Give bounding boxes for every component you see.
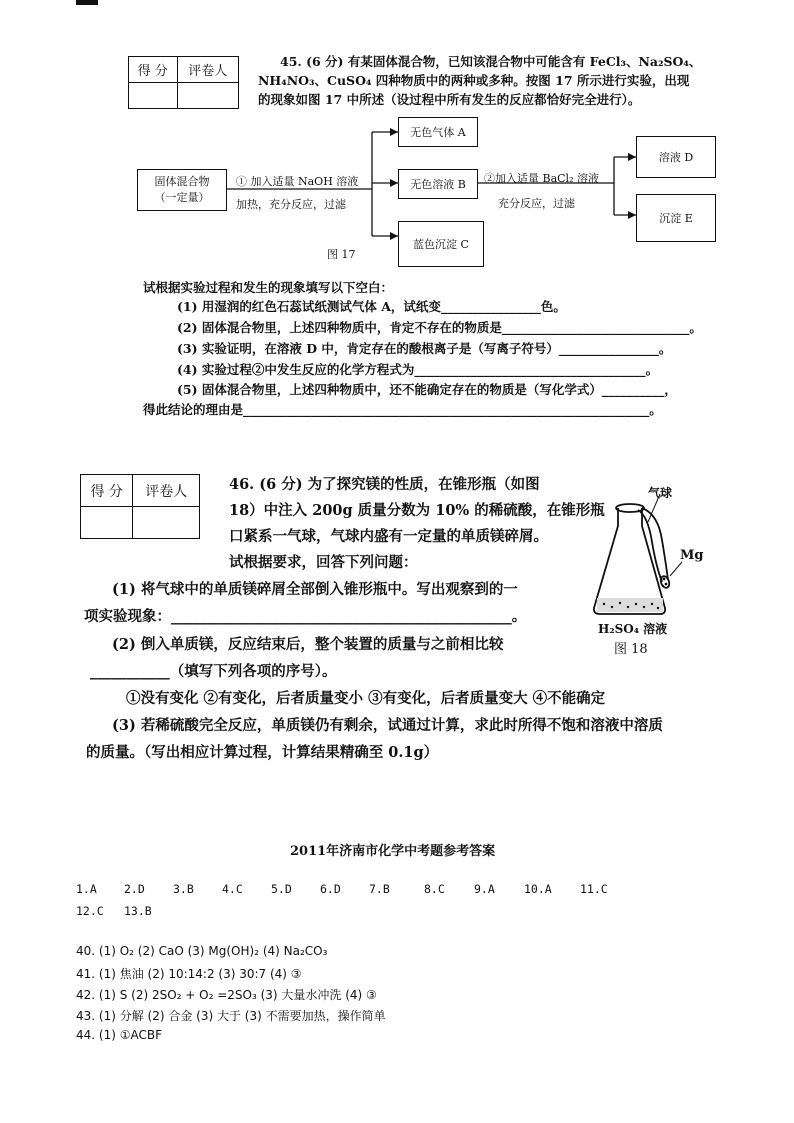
q45-intro-2: NH₄NO₃、CuSO₄ 四种物质中的两种或多种。按图 17 所示进行实验，出现: [258, 73, 690, 88]
score-header-score: 得 分: [81, 475, 133, 507]
answer-41: 41. (1) 焦油 (2) 10:14:2 (3) 30:7 (4) ③: [76, 967, 302, 981]
score-table-46: [80, 474, 200, 539]
mc-answer: 4.C: [222, 882, 243, 896]
mc-answer: 11.C: [580, 882, 608, 896]
mc-answer: 2.D: [124, 882, 145, 896]
answer-40: 40. (1) O₂ (2) CaO (3) Mg(OH)₂ (4) Na₂CO₃: [76, 944, 328, 958]
flow-step2-top: ②加入适量 BaCl₂ 溶液: [484, 172, 599, 185]
q46-line-1: 46. (6 分) 为了探究镁的性质，在锥形瓶（如图: [229, 476, 540, 493]
fig18-label: 图 18: [614, 642, 648, 657]
flow-step1-top: ① 加入适量 NaOH 溶液: [236, 175, 359, 188]
mc-answer: 6.D: [320, 882, 341, 896]
q46-line-6: 项实验现象：_______________________________________________。: [84, 608, 527, 625]
score-header-grader: 评卷人: [133, 475, 200, 507]
q45-item-1: (1) 用湿润的红色石蕊试纸测试气体 A，试纸变________________色。: [177, 299, 566, 314]
flow-precip-e-box: 沉淀 E: [636, 194, 716, 242]
q46-line-2: 18）中注入 200g 质量分数为 10% 的稀硫酸，在锥形瓶: [229, 502, 605, 519]
q45-prompt: 试根据实验过程和发生的现象填写以下空白：: [143, 280, 394, 295]
fig17-label: 图 17: [327, 248, 356, 261]
mc-answer: 8.C: [424, 882, 445, 896]
score-cell: [81, 507, 133, 539]
answer-42: 42. (1) S (2) 2SO₂ + O₂ =2SO₃ (3) 大量水冲洗 (4) ③: [76, 988, 377, 1002]
q45-intro-3: 的现象如图 17 中所述（设过程中所有发生的反应都恰好完全进行）。: [258, 92, 641, 107]
answers-title: 2011年济南市化学中考题参考答案: [290, 844, 496, 859]
q45-item-2: (2) 固体混合物里，上述四种物质中，肯定不存在的物质是______________________________。: [177, 320, 702, 335]
fig18-liquid-label: H₂SO₄ 溶液: [598, 622, 668, 636]
flow-solution-b-box: 无色溶液 B: [398, 169, 478, 199]
flow-step1-bottom: 加热，充分反应，过滤: [236, 198, 346, 211]
mc-answer: 3.B: [173, 882, 194, 896]
q46-line-3: 口紧系一气球，气球内盛有一定量的单质镁碎屑。: [229, 528, 548, 545]
flow-precip-c-box: 蓝色沉淀 C: [398, 221, 484, 267]
flow-start-box: 固体混合物 （一定量）: [137, 169, 227, 211]
q45-intro-1: 45. (6 分) 有某固体混合物，已知该混合物中可能含有 FeCl₃、Na₂SO₄、: [280, 54, 702, 69]
mc-answer: 1.A: [76, 882, 97, 896]
mc-answer: 13.B: [124, 904, 152, 918]
mc-answer: 7.B: [369, 882, 390, 896]
q46-line-11: 的质量。（写出相应计算过程，计算结果精确至 0.1g）: [86, 744, 439, 761]
score-header-grader: 评卷人: [177, 57, 239, 83]
flow-step2-bottom: 充分反应，过滤: [498, 197, 575, 210]
q46-line-10: (3) 若稀硫酸完全反应，单质镁仍有剩余，试通过计算，求此时所得不饱和溶液中溶质: [112, 717, 663, 734]
flow-solution-d-box: 溶液 D: [636, 136, 716, 178]
mc-answer: 12.C: [76, 904, 104, 918]
score-header-score: 得 分: [129, 57, 178, 83]
mc-answer: 10.A: [524, 882, 552, 896]
q46-line-5: (1) 将气球中的单质镁碎屑全部倒入锥形瓶中。写出观察到的一: [112, 581, 518, 598]
q45-item-4: (4) 实验过程②中发生反应的化学方程式为_____________________________________。: [177, 362, 659, 377]
q45-item-3: (3) 实验证明，在溶液 D 中，肯定存在的酸根离子是（写离子符号）________________。: [177, 341, 672, 356]
q45-reason: 得此结论的理由是_________________________________________________________________。: [143, 402, 662, 417]
flow-gas-a-box: 无色气体 A: [398, 117, 478, 147]
q45-item-5: (5) 固体混合物里，上述四种物质中，还不能确定存在的物质是（写化学式）__________，: [177, 382, 677, 397]
q46-line-4: 试根据要求，回答下列问题：: [229, 554, 418, 571]
fig18-mg-label: Mg: [680, 548, 704, 563]
answer-44: 44. (1) ①ACBF: [76, 1028, 162, 1042]
fig18-balloon-label: 气球: [648, 486, 673, 500]
mc-answer: 5.D: [271, 882, 292, 896]
q46-line-8: ___________（填写下列各项的序号）。: [90, 663, 337, 680]
grader-cell: [133, 507, 200, 539]
q46-line-7: (2) 倒入单质镁，反应结束后，整个装置的质量与之前相比较: [112, 636, 504, 653]
q46-options: ①没有变化 ②有变化，后者质量变小 ③有变化，后者质量变大 ④不能确定: [126, 690, 606, 707]
answer-43: 43. (1) 分解 (2) 合金 (3) 大于 (3) 不需要加热，操作简单: [76, 1009, 386, 1023]
mc-answer: 9.A: [474, 882, 495, 896]
